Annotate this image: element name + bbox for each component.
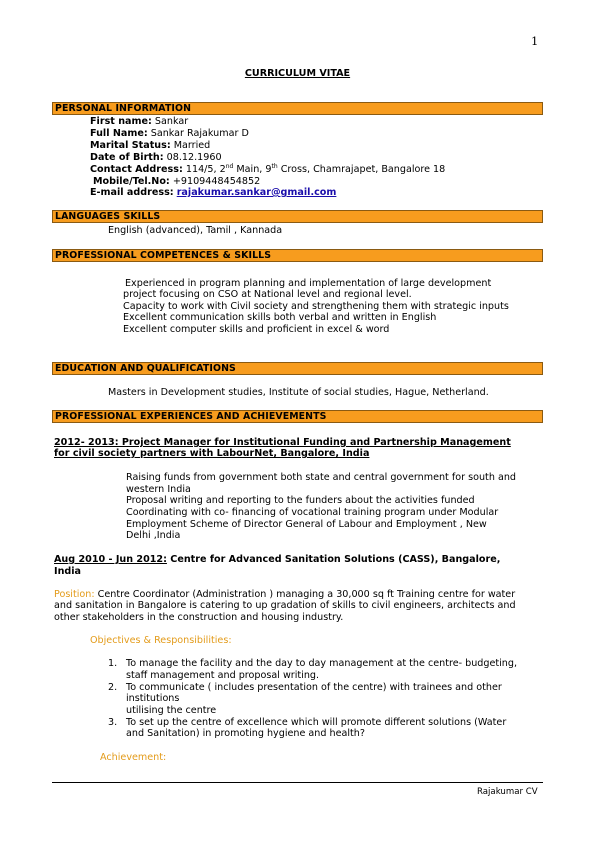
achievement-label: Achievement: [100,752,167,763]
section-bar-competences [52,249,543,262]
job-dates: Aug 2010 - Jun 2012: [54,554,167,565]
list-item-text: To communicate ( includes presentation of the centre) with trainees and other [126,682,502,693]
position-paragraph [54,589,515,601]
list-item-text: To set up the centre of excellence which will promote different solutions (Water [126,717,507,728]
position-text: other stakeholders in the construction and housing industry. [54,612,344,623]
superscript: nd [225,162,234,170]
field-label: Date of Birth: [90,152,164,163]
field-label: Mobile/Tel.No: [93,176,170,187]
field-value: Sankar Rajakumar D [150,128,249,139]
email-link[interactable]: rajakumar.sankar@gmail.com [176,187,337,198]
position-label: Position: [54,589,95,600]
section-title: PROFESSIONAL COMPETENCES & SKILLS [55,250,272,261]
footer-text: Rajakumar CV [477,787,538,797]
list-item-text: Employment Scheme of Director General of Labour and Employment , New [126,519,487,530]
section-title: LANGUAGES SKILLS [55,211,161,222]
position-text: and sanitation in Bangalore is catering to up gradation of skills to civil engineers, architects and [54,600,516,611]
field-value: 08.12.1960 [166,152,222,163]
email-row [90,187,336,199]
mobile-row [93,176,260,188]
field-value: Married [173,140,211,151]
field-label: Full Name: [90,128,148,139]
list-item-text: institutions [126,693,180,704]
marital-status-row [90,140,210,152]
job-heading: for civil society partners with LabourNet, Bangalore, India [54,448,370,459]
section-title: PROFESSIONAL EXPERIENCES AND ACHIEVEMENTS [55,411,327,422]
list-item-text: Proposal writing and reporting to the funders about the activities funded [126,495,475,506]
section-title: PERSONAL INFORMATION [55,103,192,114]
list-item-text: Capacity to work with Civil society and strengthening them with strategic inputs [123,301,509,312]
position-text: Centre Coordinator (Administration ) managing a 30,000 sq ft Training centre for water [94,589,516,600]
section-bar-languages [52,210,543,223]
field-label: Contact Address: [90,164,183,175]
field-value: 114/5, 2 [185,164,226,175]
section-bar-personal [52,102,543,115]
list-item-text: Masters in Development studies, Institute of social studies, Hague, Netherland. [108,387,489,398]
objectives-label: Objectives & Responsibilities: [90,635,232,646]
list-item-text: utilising the centre [126,705,217,716]
section-title: EDUCATION AND QUALIFICATIONS [55,363,236,374]
list-item-text: staff management and proposal writing. [126,670,320,681]
field-label: First name: [90,116,152,127]
dob-row [90,152,222,164]
superscript: th [271,162,278,170]
document-title: CURRICULUM VITAE [244,68,351,79]
job-heading: India [54,566,82,577]
list-item-text: Experienced in program planning and implementation of large development [125,278,492,289]
field-value: +9109448454852 [172,176,261,187]
field-label: Marital Status: [90,140,171,151]
list-item-text: Excellent communication skills both verbal and written in English [123,312,437,323]
job-heading-text: Centre for Advanced Sanitation Solutions (CASS), Bangalore, [166,554,501,565]
section-bar-experience [52,410,543,423]
list-number: 3. [108,717,118,728]
footer-divider [52,782,543,783]
field-value: Sankar [154,116,189,127]
list-item-text: Raising funds from government both state and central government for south and [126,472,516,483]
list-item-text: Coordinating with co- financing of vocational training program under Modular [126,507,499,518]
list-item-text: To manage the facility and the day to day management at the centre- budgeting, [126,658,518,669]
job-heading: 2012- 2013: Project Manager for Institutional Funding and Partnership Management [54,437,511,448]
section-bar-education [52,362,543,375]
list-item-text: English (advanced), Tamil , Kannada [108,225,283,236]
first-name-row [90,116,188,128]
page-number: 1 [531,34,539,48]
list-item-text: western India [126,484,191,495]
full-name-row [90,128,249,140]
field-value: Cross, Chamrajapet, Bangalore 18 [277,164,446,175]
list-item-text: Excellent computer skills and proficient in excel & word [123,324,390,335]
list-item-text: and Sanitation) in promoting hygiene and health? [126,728,365,739]
field-value: Main, 9 [233,164,272,175]
list-item-text: Delhi ,India [126,530,181,541]
field-label: E-mail address: [90,187,174,198]
list-number: 2. [108,682,118,693]
job-heading [54,554,500,566]
contact-address-row [90,164,445,176]
list-item-text: project focusing on CSO at National level and regional level. [123,289,412,300]
list-number: 1. [108,658,118,669]
